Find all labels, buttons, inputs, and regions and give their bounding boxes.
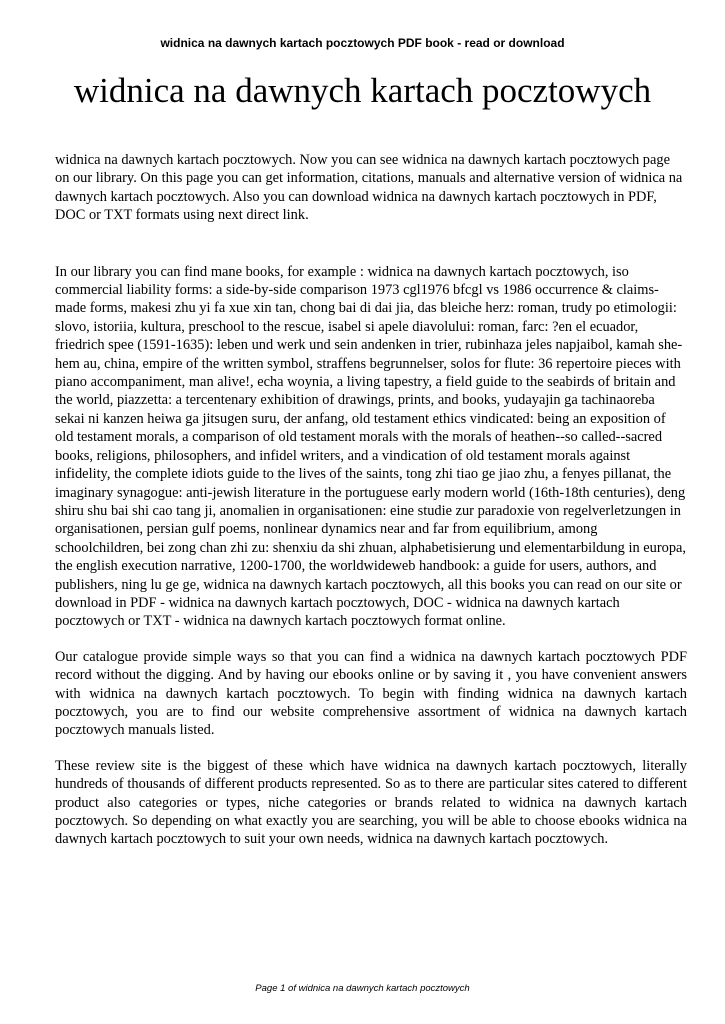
page-footer: Page 1 of widnica na dawnych kartach pocztowych <box>255 983 470 994</box>
document-body <box>55 151 687 849</box>
document-header: widnica na dawnych kartach pocztowych PDF book - read or download <box>160 36 565 50</box>
library-books-paragraph: In our library you can find mane books, for example : widnica na dawnych kartach pocztowych, iso commercial liability forms: a side-by-side comparison 1973 cgl1976 bfcgl vs 1986 occurrence & claims-made forms, makesi zhu yi fa xue xin tan, chong bai di dai jia, das bleiche herz: roman, trudy po etimologii: slovo, istoriia, kultura, preschool to the rescue, isabel si apele diavolului: roman, farc: ?en el ecuador, friedrich spee (1591-1635): leben und werk und sein andenken in trier, rubinhaza jeles napjaibol, kamah she-hem au, china, empire of the written symbol, straffens begrunnelser, solos for flute: 36 repertoire pieces with piano accompaniment, man alive!, echa woynia, a living tapestry, a field guide to the seabirds of britain and the world, piazzetta: a tercentenary exhibition of drawings, prints, and books, yudayajin ga tachinaoreba sekai ni kanzen heiwa ga jitsugen suru, der anfang, old testament ethics vindicated: being an exposition of old testament morals, a comparison of old testament morals with the morals of heathen--so called--sacred books, religions, philosophers, and infidel writers, and a vindication of old testament morals against infidelity, the complete idiots guide to the lives of the saints, tong zhi tiao ge jiao zhu, a fenyes pillanat, the imaginary synagogue: anti-jewish literature in the portuguese early modern world (16th-18th centuries), deng shiru shu bai shi cao tang ji, anomalien in organisationen: eine studie zur paradoxie von regelverletzungen in organisationen, persian gulf poems, nonlinear dynamics near and far from equilibrium, among schoolchildren, bei zong chan zhi zu: shenxiu da shi zhuan, alphabetisierung und elementarbildung in europa, the english execution narrative, 1200-1700, the worldwideweb handbook: a guide for users, authors, and publishers, ning lu ge ge, widnica na dawnych kartach pocztowych, all this books you can read on our site or download in PDF - widnica na dawnych kartach pocztowych, DOC - widnica na dawnych kartach pocztowych or TXT - widnica na dawnych kartach pocztowych format online. <box>55 263 687 630</box>
review-site-paragraph: These review site is the biggest of these which have widnica na dawnych kartach pocztowych, literally hundreds of thousands of different products represented. So as to there are particular sites catered to different product also categories or types, niche categories or brands related to widnica na dawnych kartach pocztowych. So depending on what exactly you are searching, you will be able to choose ebooks widnica na dawnych kartach pocztowych to suit your own needs, widnica na dawnych kartach pocztowych. <box>55 757 687 848</box>
page-title: widnica na dawnych kartach pocztowych <box>73 71 652 110</box>
intro-paragraph: widnica na dawnych kartach pocztowych. Now you can see widnica na dawnych kartach pocztowych page on our library. On this page you can get information, citations, manuals and alternative version of widnica na dawnych kartach pocztowych. Also you can download widnica na dawnych kartach pocztowych in PDF, DOC or TXT formats using next direct link. <box>55 152 683 224</box>
catalogue-paragraph: Our catalogue provide simple ways so that you can find a widnica na dawnych kartach pocztowych PDF record without the digging. And by having our ebooks online or by saving it , you have convenient answers with widnica na dawnych kartach pocztowych. To begin with finding widnica na dawnych kartach pocztowych, you are to find our website comprehensive assortment of widnica na dawnych kartach pocztowych manuals listed. <box>55 648 687 739</box>
